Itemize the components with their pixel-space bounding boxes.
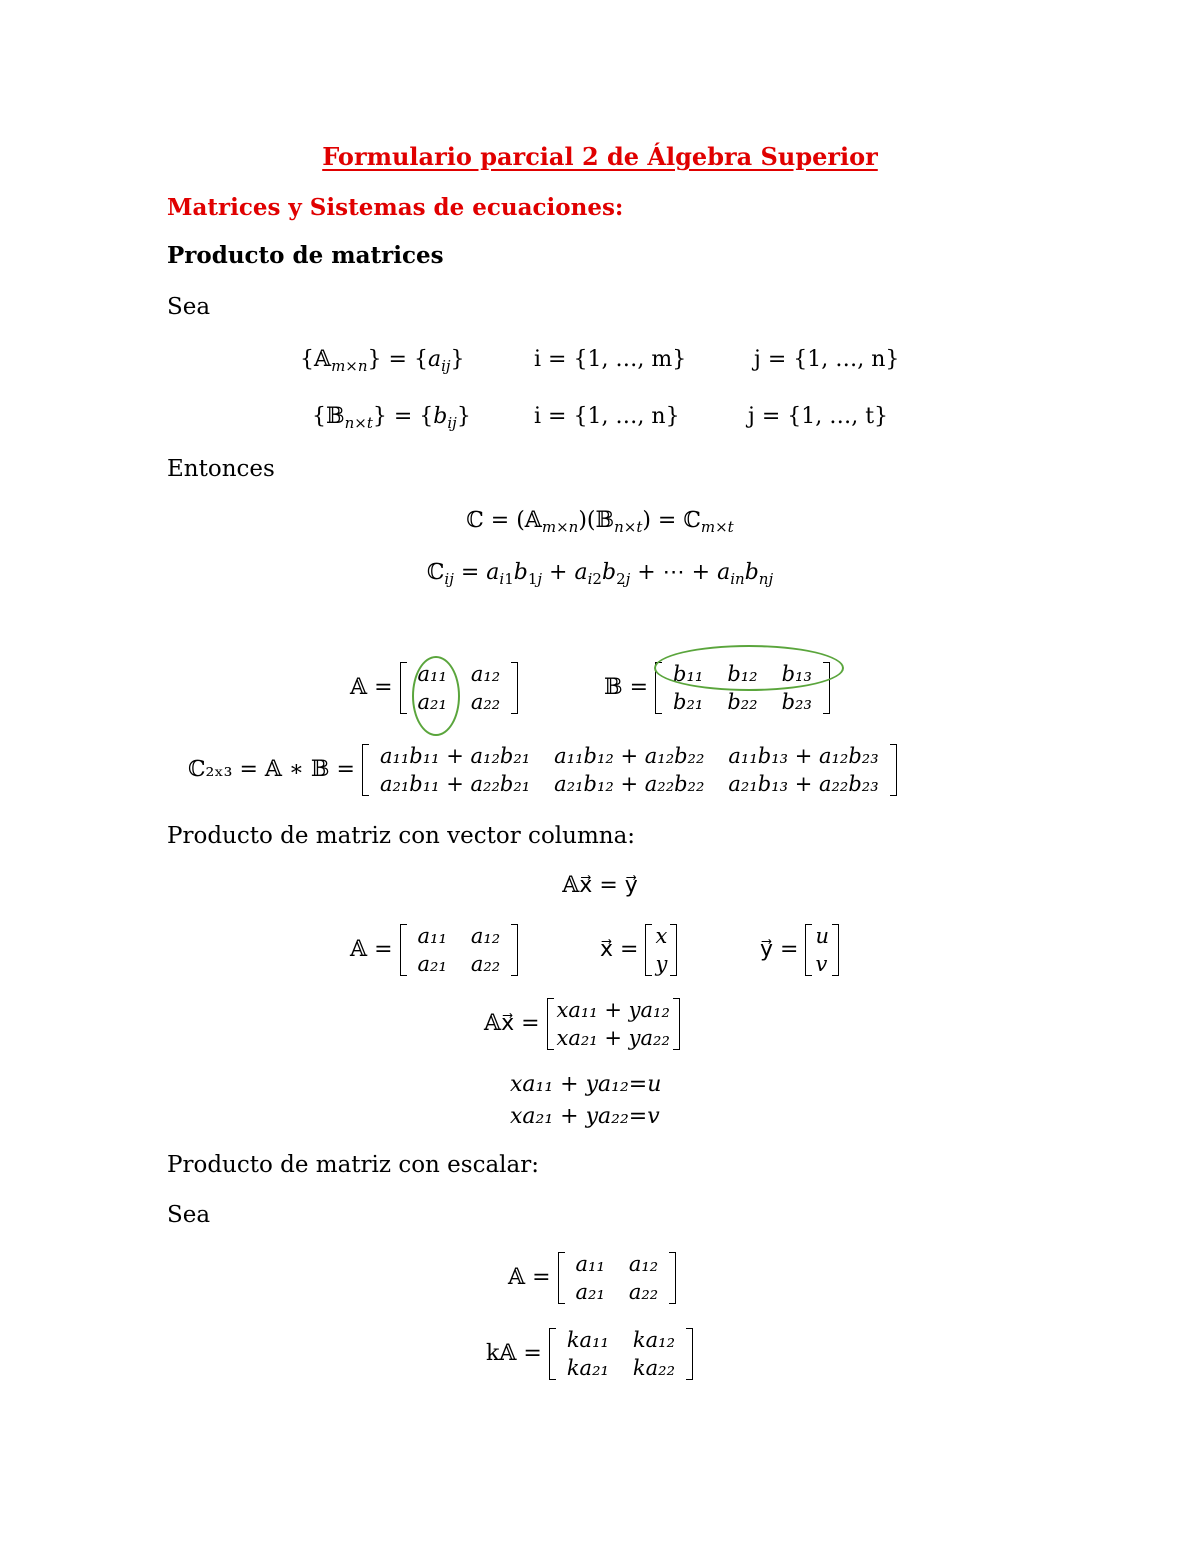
b-i-range: i = {1, …, n}: [534, 404, 680, 429]
text-sea-1: Sea: [167, 294, 211, 320]
matrix-a2: a₁₁ a₁₂ a₂₁ a₂₂: [400, 922, 519, 978]
a-definition: {𝔸$_{m\times n}$} = $\{a_{ij}\}$: [300, 347, 465, 375]
ax-result-vector: xa₁₁ + ya₁₂ xa₂₁ + ya₂₂: [547, 996, 680, 1052]
ax-result-label: 𝔸x⃗ =: [484, 1011, 540, 1036]
matrix-ka: ka₁₁ ka₁₂ ka₂₁ ka₂₂: [549, 1326, 693, 1382]
system-equation-1: xa₁₁ + ya₁₂=u: [510, 1072, 662, 1097]
highlight-row-ellipse: [654, 645, 844, 691]
a-j-range: j = {1, …, n}: [754, 347, 900, 372]
matrix-a3-label: 𝔸 =: [508, 1265, 551, 1290]
matrix-a2-row: [350, 922, 518, 978]
matrix-a-label: 𝔸 =: [350, 675, 393, 700]
text-sea-2: Sea: [167, 1202, 211, 1228]
vector-x-label: x⃗ =: [600, 937, 639, 962]
vector-y-label: y⃗ =: [760, 937, 799, 962]
matrix-c-row: [188, 742, 897, 798]
matrix-a3-row: [508, 1250, 676, 1306]
vector-y-row: [760, 922, 839, 978]
matrix-ka-label: k𝔸 =: [486, 1341, 542, 1366]
subsection-heading-product: Producto de matrices: [167, 242, 444, 269]
matrix-b-label: 𝔹 =: [604, 675, 649, 700]
matrix-b: b₁₁ b₁₂ b₁₃ b₂₁ b₂₂ b₂₃: [655, 660, 830, 716]
subsection-heading-vector: Producto de matriz con vector columna:: [167, 823, 636, 849]
subsection-heading-scalar: Producto de matriz con escalar:: [167, 1152, 539, 1178]
section-heading: Matrices y Sistemas de ecuaciones:: [167, 194, 624, 221]
b-j-range: j = {1, …, t}: [748, 404, 889, 429]
a-i-range: i = {1, …, m}: [534, 347, 687, 372]
matrix-ka-row: [486, 1326, 693, 1382]
matrix-c-label: ℂ₂ₓ₃ = 𝔸 ∗ 𝔹 =: [188, 757, 355, 782]
matrix-a3: a₁₁ a₁₂ a₂₁ a₂₂: [558, 1250, 677, 1306]
c-product-equation: ℂ = (𝔸$_{m\times n}$)(𝔹$_{n\times t}$) = ℂ$_{m\times t}$: [466, 508, 734, 536]
text-entonces: Entonces: [167, 456, 275, 482]
vector-y: u v: [805, 922, 839, 978]
highlight-column-ellipse: [412, 656, 460, 736]
b-definition: {𝔹$_{n\times t}$} = $\{b_{ij}\}$: [312, 404, 471, 432]
vector-equation: 𝔸x⃗ = y⃗: [562, 873, 638, 898]
cij-formula: ℂ$_{ij}$ = $a_{i1}b_{1j} + a_{i2}b_{2j}$ + ⋯ + $a_{in}b_{nj}$: [426, 560, 774, 588]
vector-x-row: [600, 922, 677, 978]
matrix-c: a₁₁b₁₁ + a₁₂b₂₁ a₁₁b₁₂ + a₁₂b₂₂ a₁₁b₁₃ + a₁₂b₂₃ a₂₁b₁₁ + a₂₂b₂₁ a₂₁b₁₂ + a₂₂b₂₂ a₂₁b₁₃ + a₂₂b₂₃: [362, 742, 897, 798]
ax-result-row: [484, 996, 680, 1052]
matrix-a: a₁₁ a₁₂ a₂₁ a₂₂: [400, 660, 519, 716]
system-equation-2: xa₂₁ + ya₂₂=v: [510, 1104, 660, 1129]
matrix-a2-label: 𝔸 =: [350, 937, 393, 962]
vector-x: x y: [645, 922, 677, 978]
document-title: Formulario parcial 2 de Álgebra Superior: [322, 142, 878, 171]
